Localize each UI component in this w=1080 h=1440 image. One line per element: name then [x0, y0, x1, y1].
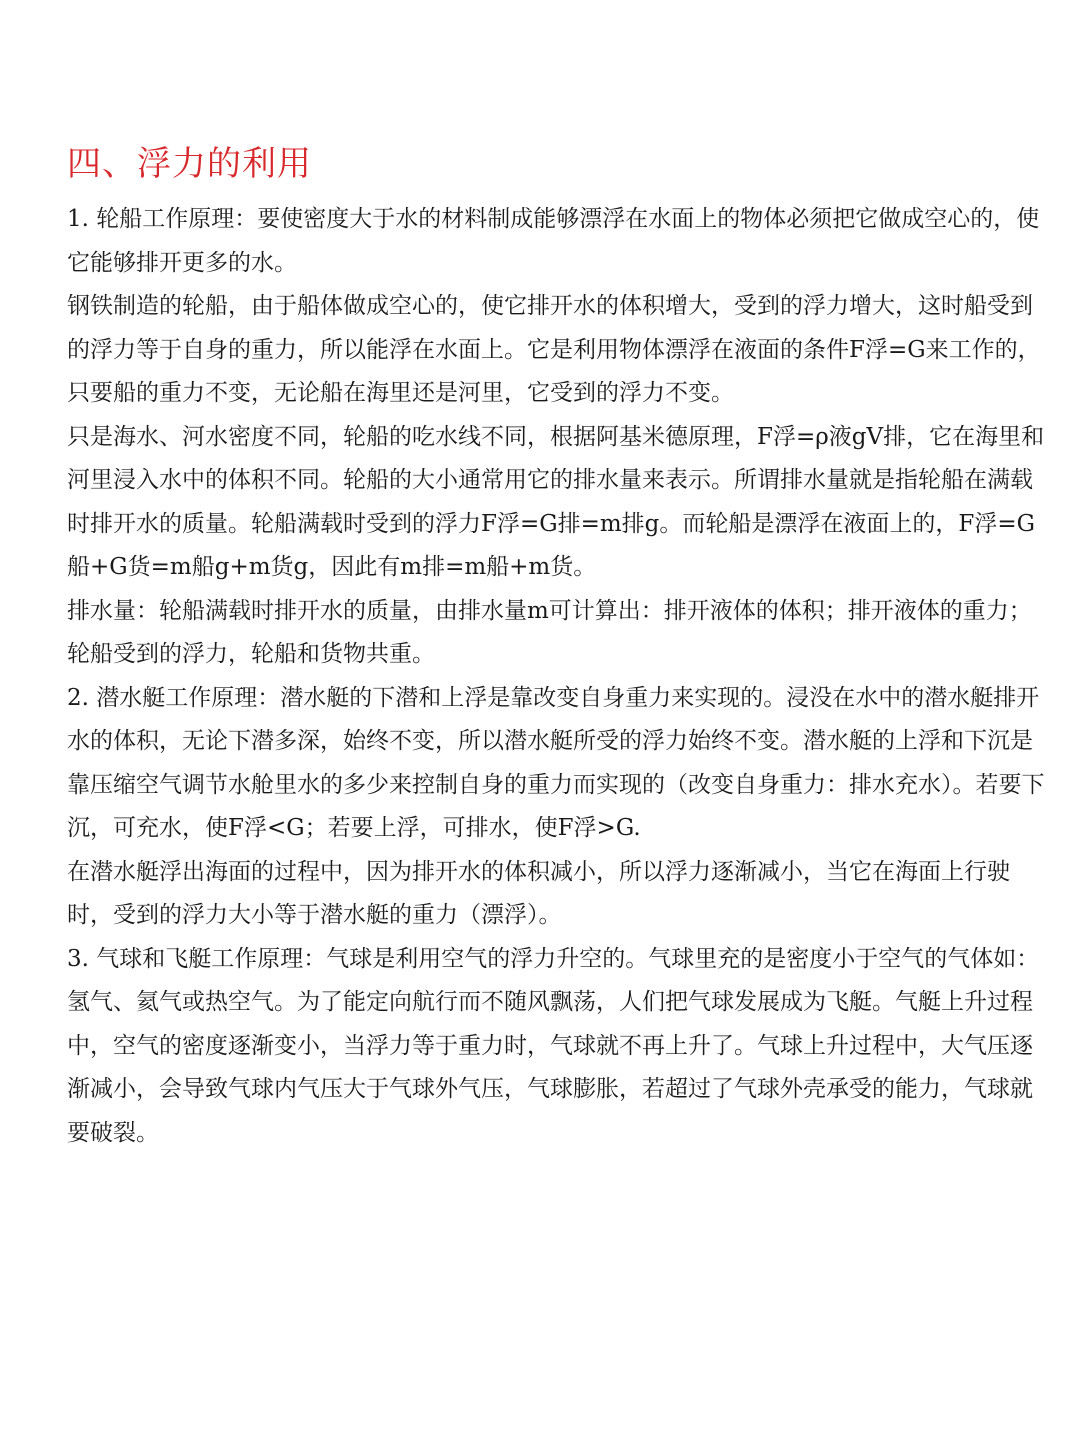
- paragraph-submarine-principle: 2. 潜水艇工作原理：潜水艇的下潜和上浮是靠改变自身重力来实现的。浸没在水中的潜水艇排开水的体积，无论下潜多深，始终不变，所以潜水艇所受的浮力始终不变。潜水艇的上浮和下沉是靠压缩空气调节水舱里水的多少来控制自身的重力而实现的（改变自身重力：排水充水）。若要下沉，可充水，使F浮<G；若要上浮，可排水，使F浮>G.: [67, 684, 1045, 841]
- paragraph-displacement: 排水量：轮船满载时排开水的质量，由排水量m可计算出：排开液体的体积；排开液体的重力；轮船受到的浮力，轮船和货物共重。: [67, 597, 1032, 667]
- paragraph-balloon-airship: 3. 气球和飞艇工作原理：气球是利用空气的浮力升空的。气球里充的是密度小于空气的气体如：氢气、氦气或热空气。为了能定向航行而不随风飘荡，人们把气球发展成为飞艇。气艇上升过程中，空气的密度逐渐变小，当浮力等于重力时，气球就不再上升了。气球上升过程中，大气压逐渐减小，会导致气球内气压大于气球外气压，气球膨胀，若超过了气球外壳承受的能力，气球就要破裂。: [67, 945, 1040, 1146]
- paragraph-seawater-river: 只是海水、河水密度不同，轮船的吃水线不同，根据阿基米德原理，F浮=ρ液gV排，它在海里和河里浸入水中的体积不同。轮船的大小通常用它的排水量来表示。所谓排水量就是指轮船在满载时排开水的质量。轮船满载时受到的浮力F浮=G排=m排g。而轮船是漂浮在液面上的，F浮=G船+G货=m船g+m货g，因此有m排=m船+m货。: [67, 423, 1045, 580]
- paragraph-steel-ship: 钢铁制造的轮船，由于船体做成空心的，使它排开水的体积增大，受到的浮力增大，这时船受到的浮力等于自身的重力，所以能浮在水面上。它是利用物体漂浮在液面的条件F浮=G来工作的，只要船的重力不变，无论船在海里还是河里，它受到的浮力不变。: [67, 293, 1041, 406]
- section-title: 四、浮力的利用: [67, 144, 312, 184]
- document-page: [67, 140, 1047, 1155]
- paragraph-ship-principle: 1. 轮船工作原理：要使密度大于水的材料制成能够漂浮在水面上的物体必须把它做成空心的，使它能够排开更多的水。: [67, 206, 1040, 276]
- paragraph-submarine-surfacing: 在潜水艇浮出海面的过程中，因为排开水的体积减小，所以浮力逐渐减小，当它在海面上行驶时，受到的浮力大小等于潜水艇的重力（漂浮）。: [67, 858, 1010, 928]
